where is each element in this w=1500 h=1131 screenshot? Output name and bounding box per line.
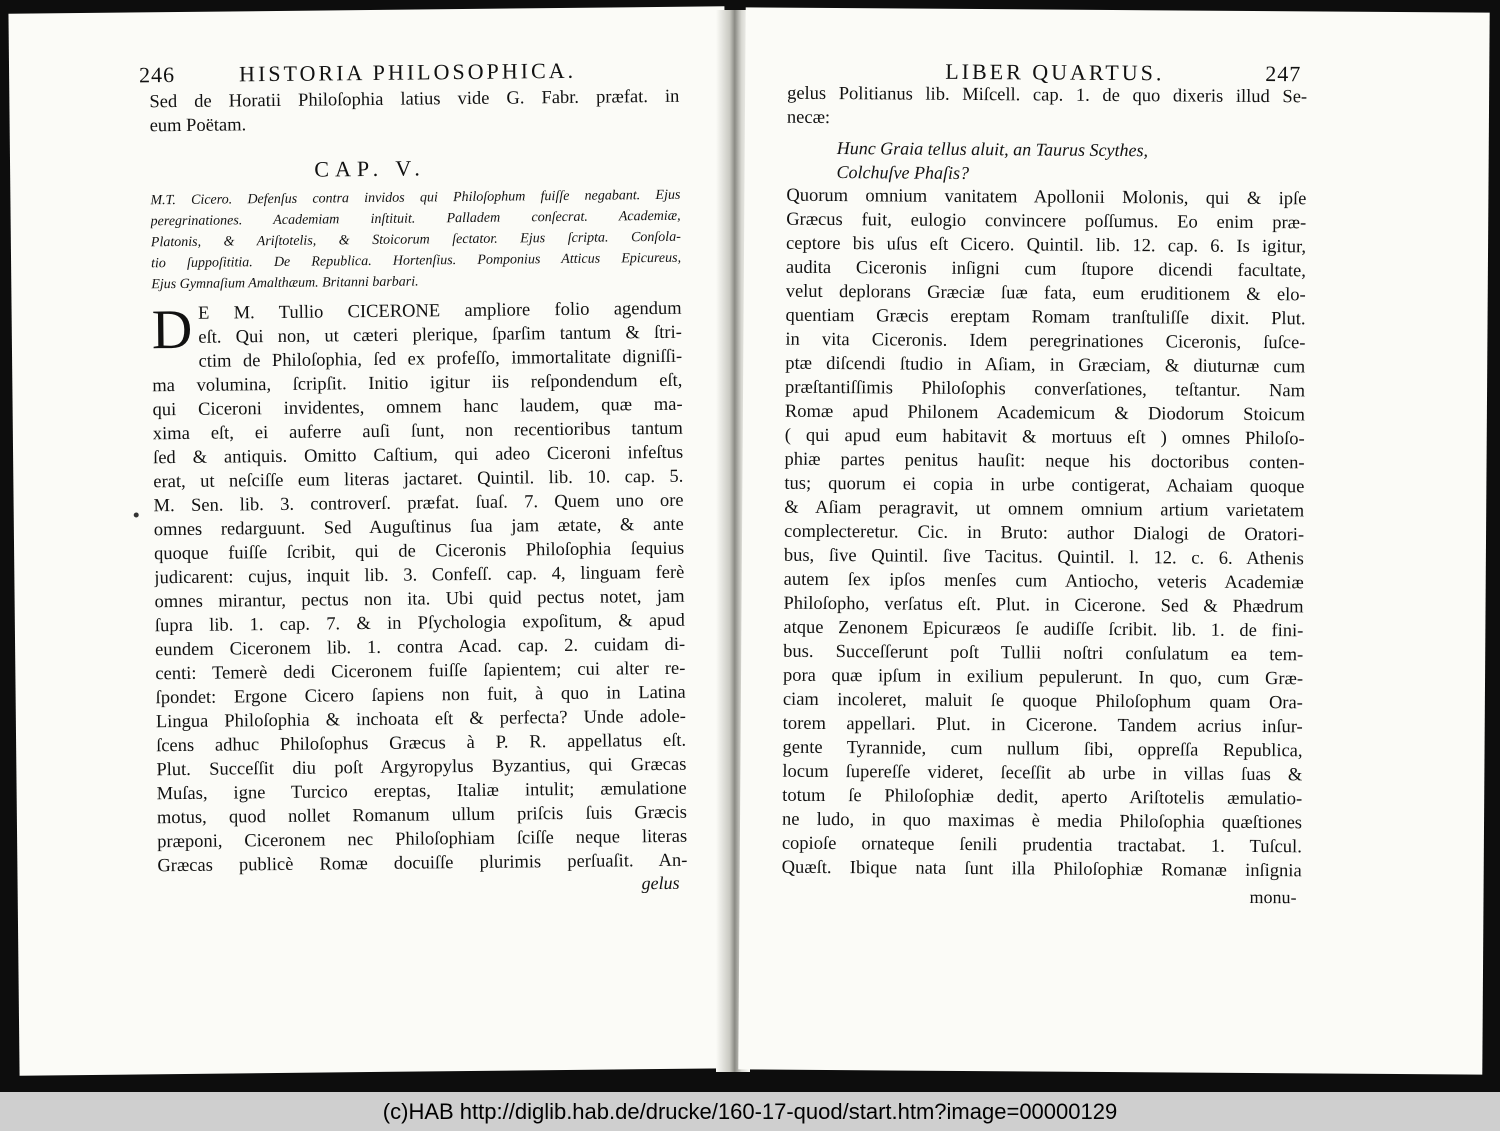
- drop-cap: D: [151, 298, 193, 362]
- left-catchword: gelus: [641, 872, 680, 894]
- left-running-title: HISTORIA PHILOSOPHICA.: [238, 57, 577, 87]
- left-page: [8, 6, 735, 1075]
- intro-line: Sed de Horatii Philoſophia latius vide G. Fabr. præfat. in: [149, 86, 680, 113]
- body-line: ( qui apud eum habitavit & mortuus eſt ) omnes Philoſo-: [784, 425, 1305, 450]
- verse-line: Colchuſve Phaſis?: [836, 162, 970, 183]
- body-line: Quæſt. Ibique nata ſunt illa Philoſophiæ Romanæ inſignia: [781, 857, 1302, 882]
- left-intro: [149, 85, 679, 139]
- body-line: ptæ diſcendi ſtudio in Aſiam, in Græciam, & diuturnæ cum: [785, 353, 1306, 378]
- right-body: [782, 184, 1307, 884]
- body-line: ciam incoleret, maluit ſe quoque Philoſophum quam Ora-: [782, 689, 1303, 714]
- body-line: præponi, Ciceronem nec Philoſophiam ſciſſe neque literas: [157, 826, 688, 853]
- summary-line: M.T. Cicero. Defenſus contra invidos qui Philoſophum fuiſſe negabant. Ejus: [150, 187, 681, 209]
- body-line: ceptore bis uſus eſt Cicero. Quintil. lib. 12. cap. 6. Is igitur,: [785, 233, 1307, 258]
- body-line: M. Sen. lib. 3. controverſ. præfat. ſuaſ. 7. Quem uno ore: [153, 490, 684, 517]
- summary-line: Ejus Gymnaſium Amalthæum. Britanni barbari.: [151, 274, 419, 293]
- body-line: ma volumina, ſcripſit. Initio igitur iis reſpondendum eſt,: [152, 370, 683, 397]
- summary-line: peregrinationes. Academiam inſtituit. Palladem conſecrat. Academiæ,: [150, 208, 681, 230]
- body-line: tus; quorum ei copia in urbe contigerat, Achaiam quoque: [784, 473, 1305, 498]
- right-catchword: monu-: [1249, 886, 1297, 908]
- body-line: copioſe ornateque ſenili prudentia tractabat. 1. Tuſcul.: [781, 833, 1302, 858]
- body-line: Philoſopho, verſatus eſt. Plut. in Cicerone. Sed & Phædrum: [783, 593, 1304, 618]
- chapter-summary: [150, 185, 681, 296]
- body-line: Muſas, igne Turcico ereptas, Italiæ intulit; æmulatione: [156, 778, 687, 805]
- body-line: locum ſupereſſe videret, ſeceſſit ab urbe in villas ſuas &: [782, 761, 1303, 786]
- body-line: phiæ partes penitus hauſit: neque his doctoribus conten-: [784, 449, 1305, 474]
- body-line: pora quæ ipſum in exilium pepulerunt. In quo, cum Græ-: [782, 665, 1304, 690]
- intro-line: eum Poëtam.: [149, 115, 247, 137]
- body-line: quentiam Græcis ereptam Romam tranſtuliſſe dixit. Plut.: [785, 305, 1306, 330]
- body-line: omnes mirantur, pectus non ita. Ubi quid pectus notet, jam: [154, 586, 685, 613]
- body-line: eundem Ciceronem lib. 1. contra Acad. cap. 2. cuidam di-: [155, 634, 686, 661]
- body-line: ne ludo, in quo maximas è media Philoſophia quæſtiones: [781, 809, 1303, 834]
- body-line: bus, ſive Quintil. ſive Tacitus. Quintil. l. 12. c. 6. Athenis: [783, 545, 1304, 570]
- body-line: torem appellari. Plut. in Cicerone. Tandem acrius inſur-: [782, 713, 1303, 738]
- body-line: Lingua Philoſophia & inchoata eſt & perfecta? Unde adole-: [155, 706, 686, 733]
- body-line: ſpondet: Ergone Cicero ſapiens non fuit, à quo in Latina: [155, 682, 686, 709]
- body-line: præſtantiſſimis Philoſophis converſationes, teſtantur. Nam: [784, 377, 1306, 402]
- body-line: ſupra lib. 1. cap. 7. & in Pſychologia expoſitum, & apud: [154, 610, 685, 637]
- body-line: xima eſt, ei auferre auſi ſunt, non recentioribus tantum: [152, 418, 683, 445]
- summary-line: Platonis, & Ariſtotelis, & Stoicorum ſectator. Ejus ſcripta. Conſola-: [150, 229, 681, 251]
- body-line: Græcus fuit, eulogio convincere poſſumus. Eo enim præ-: [786, 209, 1307, 234]
- body-line: ſcens adhuc Philoſophus Græcus à P. R. appellatus eſt.: [156, 730, 687, 757]
- body-line: audita Ciceronis inſigni cum ſtupore dicendi facultate,: [785, 257, 1306, 282]
- body-line: & Aſiam peragravit, ut omnem omnium artium varietatem: [784, 497, 1305, 522]
- left-body: [151, 297, 687, 879]
- left-page-number: 246: [138, 62, 176, 88]
- body-line: complecteretur. Cic. in Bruto: author Dialogi de Oratori-: [783, 521, 1305, 546]
- verse-quote: [836, 136, 1256, 187]
- top-line: gelus Politianus lib. Miſcell. cap. 1. de quo dixeris illud Se-: [787, 83, 1308, 108]
- body-line: autem ſex ipſos menſes cum Antiocho, veteris Academiæ: [783, 569, 1304, 594]
- right-running-head: [785, 58, 1305, 87]
- body-line: Quorum omnium vanitatem Apollonii Molonis, qui & ipſe: [786, 185, 1307, 210]
- top-line: necæ:: [786, 107, 831, 129]
- body-line: quoque fuiſſe ſcribit, qui de Ciceronis Philoſophia ſequius: [154, 538, 685, 565]
- right-top: [787, 82, 1307, 134]
- body-line: gente Tyrannide, cum nullum ſibi, oppreſſa Republica,: [782, 737, 1303, 762]
- body-line: Græcas publicè Romæ docuiſſe plurimis perſuaſit. An-: [157, 850, 688, 877]
- body-line: velut deplorans Græciæ ſuæ fata, eum eruditionem & elo-: [785, 281, 1306, 306]
- ink-speck: [134, 512, 139, 517]
- body-line: atque Zenonem Epicuræos ſe audiſſe ſcribit. lib. 1. de fini-: [783, 617, 1304, 642]
- body-line: ctim de Philoſophia, ſed ex profeſſo, immortalitate digniſſi-: [198, 346, 683, 372]
- body-line: E M. Tullio CICERONE ampliore folio agendum: [197, 298, 682, 324]
- right-page-number: 247: [1265, 61, 1302, 87]
- verse-line: Hunc Graia tellus aluit, an Taurus Scythes,: [836, 138, 1149, 161]
- body-line: centi: Temerè dedi Ciceronem fuiſſe ſapientem; cui alter re-: [155, 658, 686, 685]
- body-line: erat, ut neſciſſe eum literas jactaret. Quintil. lib. 10. cap. 5.: [153, 466, 684, 493]
- body-line: ſed & antiquis. Omitto Caſtium, qui adeo Ciceroni infeſtus: [153, 442, 684, 469]
- body-line: in vita Ciceronis. Idem peregrinationes Ciceronis, ſuſce-: [785, 329, 1306, 354]
- right-page: [738, 7, 1489, 1074]
- chapter-title: CAP. V.: [314, 155, 426, 182]
- summary-line: tio ſuppoſititia. De Republica. Hortenſius. Pomponius Atticus Epicureus,: [151, 250, 682, 272]
- body-line: motus, quod nollet Romanum ullum priſcis ſuis Græcis: [156, 802, 687, 829]
- body-line: Romæ apud Philonem Academicum & Diodorum Stoicum: [784, 401, 1305, 426]
- copyright-footer: [0, 1092, 1500, 1131]
- body-line: bus. Succeſſerunt poſt Tullii noſtri conſulatum ea tem-: [783, 641, 1304, 666]
- body-line: totum ſe Philoſophiæ dedit, aperto Ariſtotelis æmulatio-: [782, 785, 1303, 810]
- left-running-head: [138, 57, 679, 88]
- right-running-title: LIBER QUARTUS.: [945, 58, 1165, 86]
- body-line: Plut. Succeſſit diu poſt Argyropylus Byzantius, qui Græcas: [156, 754, 687, 781]
- body-line: eſt. Qui non, ut cæteri plerique, ſparſim tantum & ſtri-: [198, 322, 682, 348]
- footer-text: (c)HAB http://diglib.hab.de/drucke/160-17-quod/start.htm?image=00000129: [382, 1098, 1118, 1124]
- body-line: omnes redarguunt. Sed Auguſtinus ſua jam ætate, & ante: [153, 514, 684, 541]
- body-line: judicarent: cujus, inquit lib. 3. Confeſſ. cap. 4, linguam ferè: [154, 562, 685, 589]
- body-line: qui Ciceroni invidentes, omnem hanc laudem, quæ ma-: [152, 394, 683, 421]
